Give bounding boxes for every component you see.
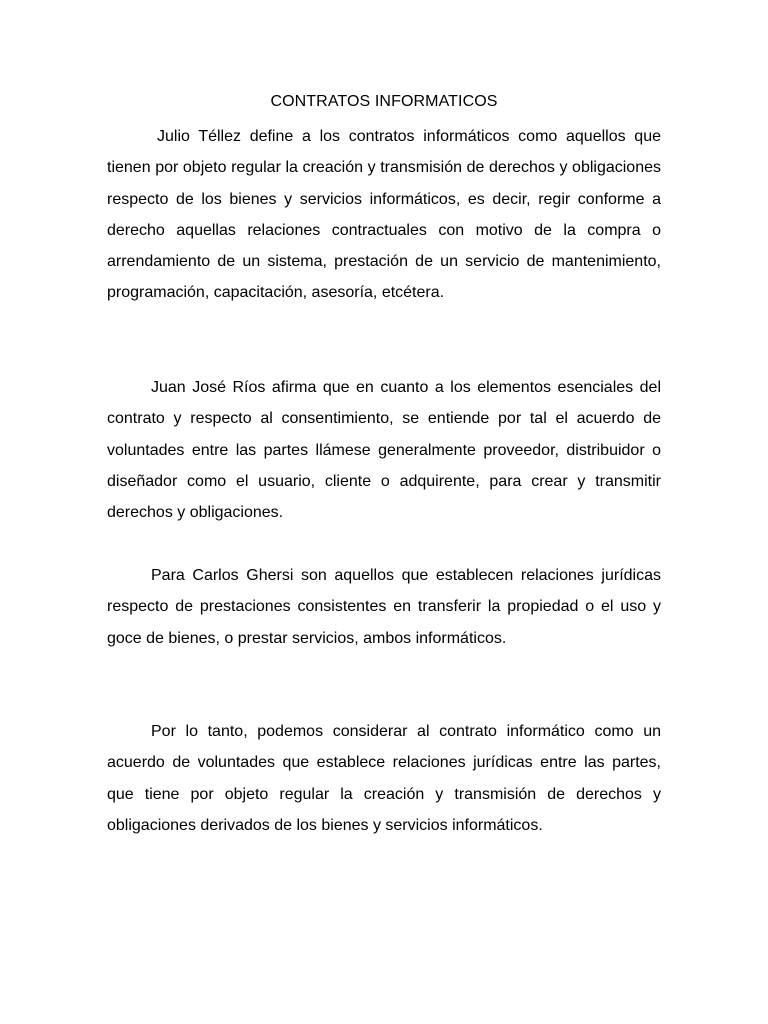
- paragraph-ghersi: Para Carlos Ghersi son aquellos que establecen relaciones jurídicas respecto de prestaciones consistentes en transferir la propiedad o el uso y goce de bienes, o prestar servicios, ambos informáticos.: [107, 567, 661, 647]
- paragraph-tellez: Julio Téllez define a los contratos informáticos como aquellos que tienen por objeto regular la creación y transmisión de derechos y obligaciones respecto de los bienes y servicios informáticos, es decir, regir conforme a derecho aquellas relaciones contractuales con motivo de la compra o arrendamiento de un sistema, prestación de un servicio de mantenimiento, programación, capacitación, asesoría, etcétera.: [107, 128, 661, 302]
- document-title: CONTRATOS INFORMATICOS: [270, 93, 498, 110]
- paragraph-rios: Juan José Ríos afirma que en cuanto a los elementos esenciales del contrato y respecto al consentimiento, se entiende por tal el acuerdo de voluntades entre las partes llámese generalmente proveedor, distribuidor o diseñador como el usuario, cliente o adquirente, para crear y transmitir derechos y obligaciones.: [107, 379, 661, 522]
- paragraph-conclusion: Por lo tanto, podemos considerar al contrato informático como un acuerdo de voluntades que establece relaciones jurídicas entre las partes, que tiene por objeto regular la creación y transmisión de derechos y obligaciones derivados de los bienes y servicios informáticos.: [107, 723, 661, 834]
